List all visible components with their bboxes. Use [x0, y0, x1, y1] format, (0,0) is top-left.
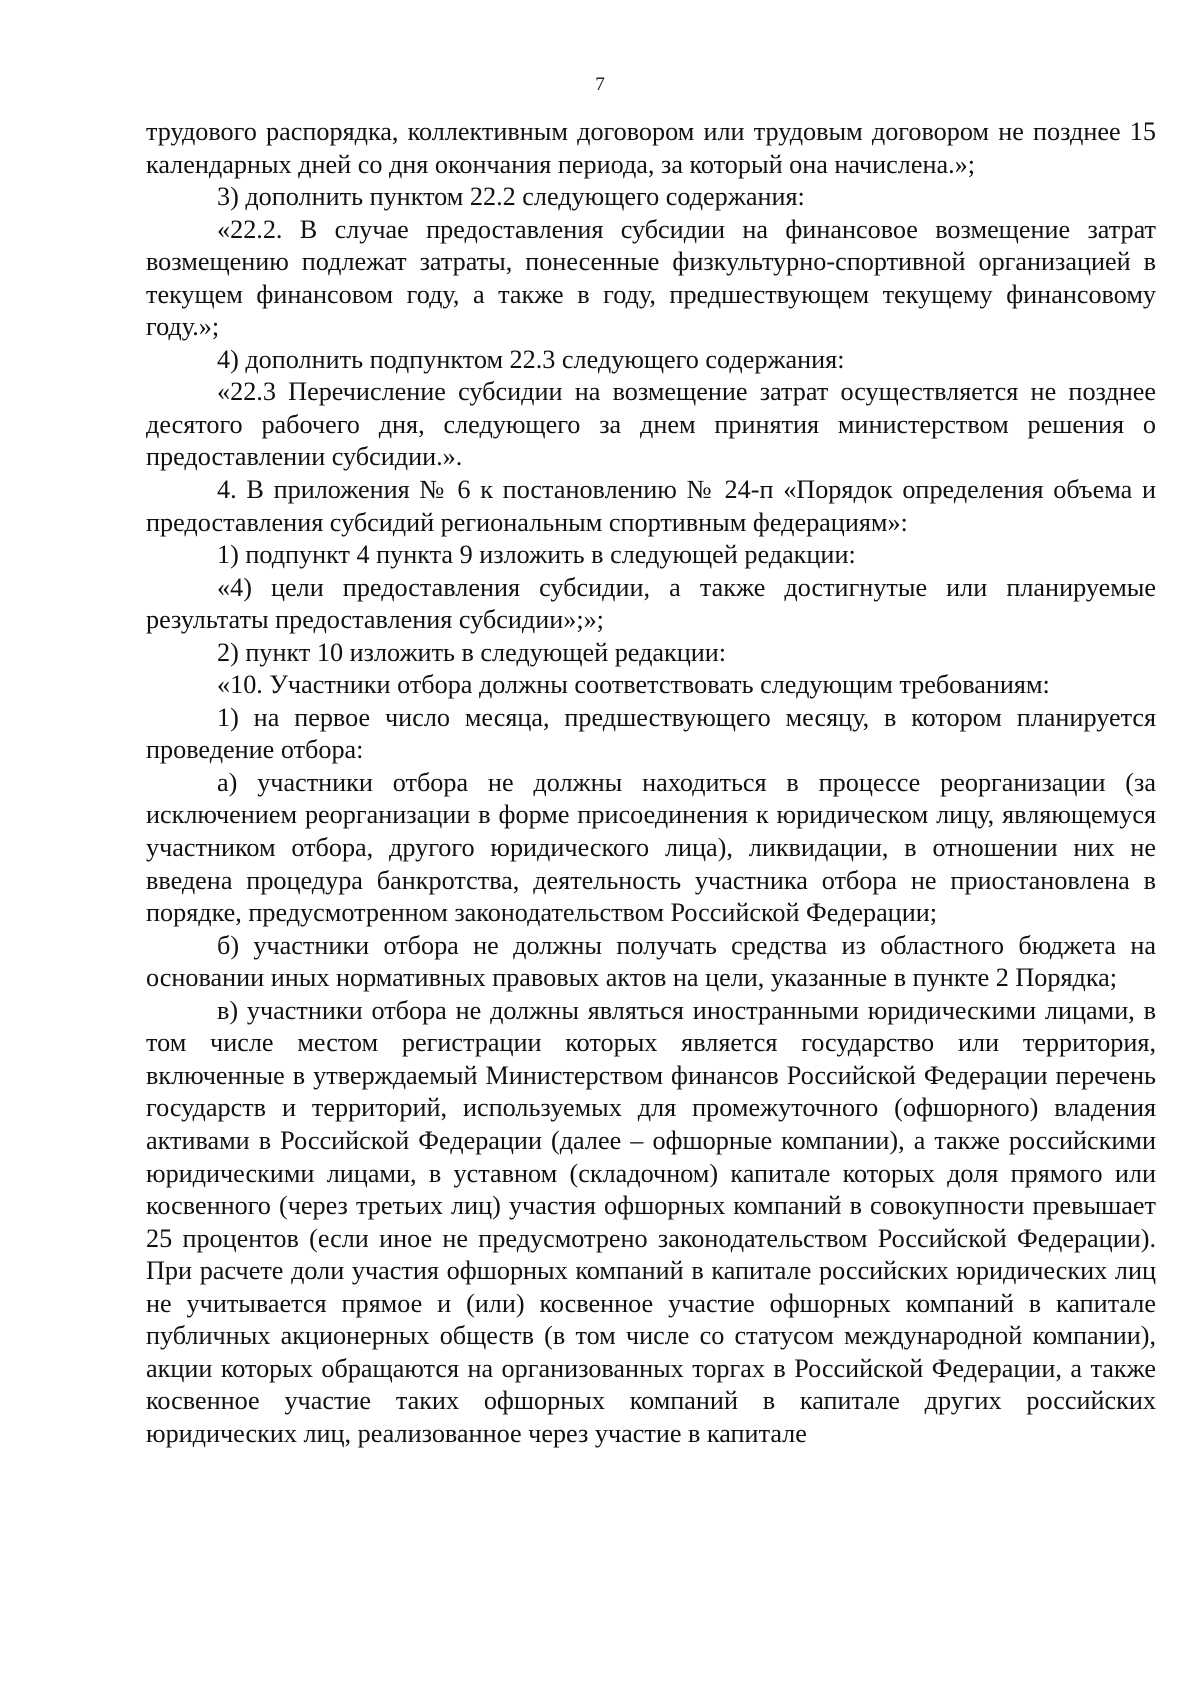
page-number: 7 [595, 74, 605, 95]
paragraph: «10. Участники отбора должны соответствовать следующим требованиям: [217, 670, 1050, 700]
document-body [146, 116, 1156, 1450]
paragraph: трудового распорядка, коллективным договором или трудовым договором не позднее 15 календарных дней со дня окончания периода, за который она начислена.»; [146, 117, 1156, 179]
paragraph: «22.2. В случае предоставления субсидии на финансовое возмещение затрат возмещению подлежат затраты, понесенные физкультурно-спортивной организацией в текущем финансовом году, а также в году, предшествующем текущему финансовому году.»; [146, 214, 1156, 342]
paragraph: 4. В приложения № 6 к постановлению № 24-п «Порядок определения объема и предоставления субсидий региональным спортивным федерациям»: [146, 475, 1156, 537]
paragraph: 1) подпункт 4 пункта 9 изложить в следующей редакции: [217, 540, 856, 570]
paragraph: «22.3 Перечисление субсидии на возмещение затрат осуществляется не позднее десятого рабочего дня, следующего за днем принятия министерством решения о предоставлении субсидии.». [146, 377, 1156, 472]
paragraph: в) участники отбора не должны являться иностранными юридическими лицами, в том числе местом регистрации которых является государство или территория, включенные в утверждаемый Министерством финансов Российской Федерации перечень государств и территорий, используемых для промежуточного (офшорного) владения активами в Российской Федерации (далее – офшорные компании), а также российскими юридическими лицами, в уставном (складочном) капитале которых доля прямого или косвенного (через третьих лиц) участия офшорных компаний в совокупности превышает 25 процентов (если иное не предусмотрено законодательством Российской Федерации). При расчете доли участия офшорных компаний в капитале российских юридических лиц не учитывается прямое и (или) косвенное участие офшорных компаний в капитале публичных акционерных обществ (в том числе со статусом международной компании), акции которых обращаются на организованных торгах в Российской Федерации, а также косвенное участие таких офшорных компаний в капитале других российских юридических лиц, реализованное через участие в капитале [146, 995, 1156, 1448]
paragraph: а) участники отбора не должны находиться в процессе реорганизации (за исключением реорганизации в форме присоединения к юридическом лицу, являющемуся участником отбора, другого юридического лица), ликвидации, в отношении них не введена процедура банкротства, деятельность участника отбора не приостановлена в порядке, предусмотренном законодательством Российской Федерации; [146, 767, 1156, 928]
paragraph: 1) на первое число месяца, предшествующего месяцу, в котором планируется проведение отбора: [146, 702, 1156, 765]
paragraph: «4) цели предоставления субсидии, а также достигнутые или планируемые результаты предоставления субсидии»;»; [146, 572, 1156, 635]
paragraph: 4) дополнить подпунктом 22.3 следующего содержания: [217, 344, 845, 374]
paragraph: 3) дополнить пунктом 22.2 следующего содержания: [217, 182, 805, 212]
paragraph: б) участники отбора не должны получать средства из областного бюджета на основании иных нормативных правовых актов на цели, указанные в пункте 2 Порядка; [146, 930, 1156, 993]
paragraph: 2) пункт 10 изложить в следующей редакции: [217, 637, 727, 667]
